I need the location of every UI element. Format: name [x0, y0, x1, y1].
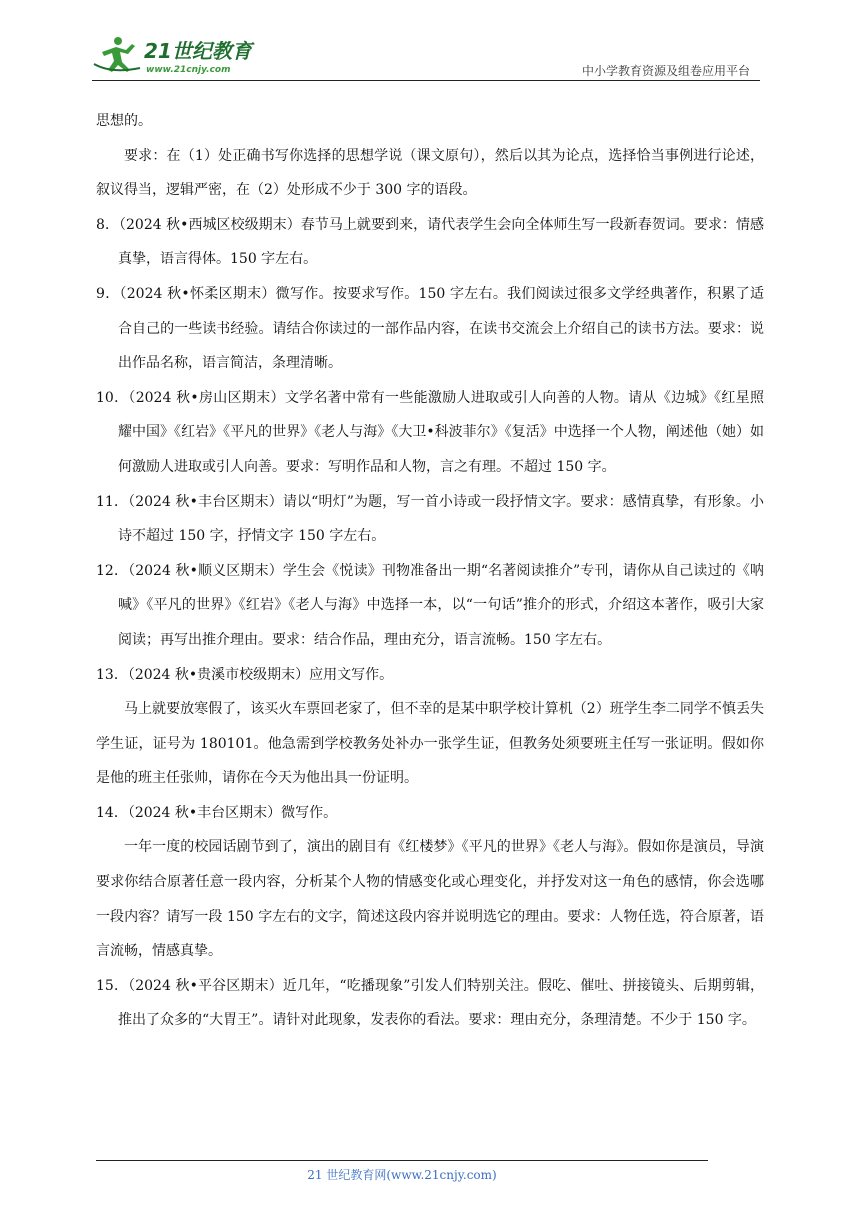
question-10: 10．（2024 秋•房山区期末）文学名著中常有一些能激励人进取或引人向善的人物。请从《边城》《红星照耀中国》《红岩》《平凡的世界》《老人与海》《大卫•科波菲尔》《复活》中选择一个人物，阐述他（她）如何激励人进取或引人向善。要求：写明作品和人物，言之有理。不超过 150 字。: [96, 389, 764, 475]
question-12: 12．（2024 秋•顺义区期末）学生会《悦读》刊物准备出一期“名著阅读推介”专刊，请你从自己读过的《呐喊》《平凡的世界》《红岩》《老人与海》中选择一本，以“一句话”推介的形式，介绍这本著作，吸引大家阅读；再写出推介理由。要求：结合作品，理由充分，语言流畅。150 字左右。: [96, 562, 764, 648]
question-14-body: 一年一度的校园话剧节到了，演出的剧目有《红楼梦》《平凡的世界》《老人与海》。假如你是演员，导演要求你结合原著任意一段内容，分析某个人物的情感变化或心理变化，并抒发对这一角色的感情，你会选哪一段内容？请写一段 150 字左右的文字，简述这段内容并说明选它的理由。要求：人物任选，符合原著，语言流畅，情感真挚。: [96, 839, 764, 960]
question-13: 13．（2024 秋•贵溪市校级期末）应用文写作。: [96, 666, 394, 683]
intro-line: 思想的。: [96, 113, 152, 129]
svg-text:www.21cnjy.com: www.21cnjy.com: [146, 65, 231, 75]
site-logo: [92, 34, 262, 78]
document-body: [96, 104, 764, 1038]
question-8: 8．（2024 秋•西城区校级期末）春节马上就要到来，请代表学生会向全体师生写一段新春贺词。要求：情感真挚，语言得体。150 字左右。: [96, 216, 764, 268]
header-divider: [92, 80, 760, 81]
question-13-body: 马上就要放寒假了，该买火车票回老家了，但不幸的是某中职学校计算机（2）班学生李二同学不慎丢失学生证，证号为 180101。他急需到学校教务处补办一张学生证，但教务处须要班主任写一张证明。假如你是他的班主任张帅，请你在今天为他出具一份证明。: [96, 701, 764, 787]
question-14: 14．（2024 秋•丰台区期末）微写作。: [96, 804, 338, 821]
question-9: 9．（2024 秋•怀柔区期末）微写作。按要求写作。150 字左右。我们阅读过很多文学经典著作，积累了适合自己的一些读书经验。请结合你读过的一部作品内容，在读书交流会上介绍自己的读书方法。要求：说出作品名称，语言简洁，条理清晰。: [96, 285, 764, 372]
question-11: 11．（2024 秋•丰台区期末）请以“明灯”为题，写一首小诗或一段抒情文字。要求：感情真挚，有形象。小诗不超过 150 字，抒情文字 150 字左右。: [96, 493, 764, 545]
footer-link[interactable]: 21 世纪教育网(www.21cnjy.com): [307, 1168, 497, 1182]
page-header: [92, 30, 760, 82]
intro-requirement: 要求：在（1）处正确书写你选择的思想学说（课文原句），然后以其为论点，选择恰当事例进行论述，叙议得当，逻辑严密，在（2）处形成不少于 300 字的语段。: [96, 147, 764, 199]
footer-divider: [96, 1160, 708, 1161]
question-15: 15．（2024 秋•平谷区期末）近几年，“吃播现象”引发人们特别关注。假吃、催吐、拼接镜头、后期剪辑，推出了众多的“大胃王”。请针对此现象，发表你的看法。要求：理由充分，条理清楚。不少于 150 字。: [96, 977, 764, 1029]
svg-text:21世纪教育: 21世纪教育: [144, 39, 252, 63]
platform-name: 中小学教育资源及组卷应用平台: [581, 64, 750, 78]
runner-icon: [94, 37, 140, 72]
